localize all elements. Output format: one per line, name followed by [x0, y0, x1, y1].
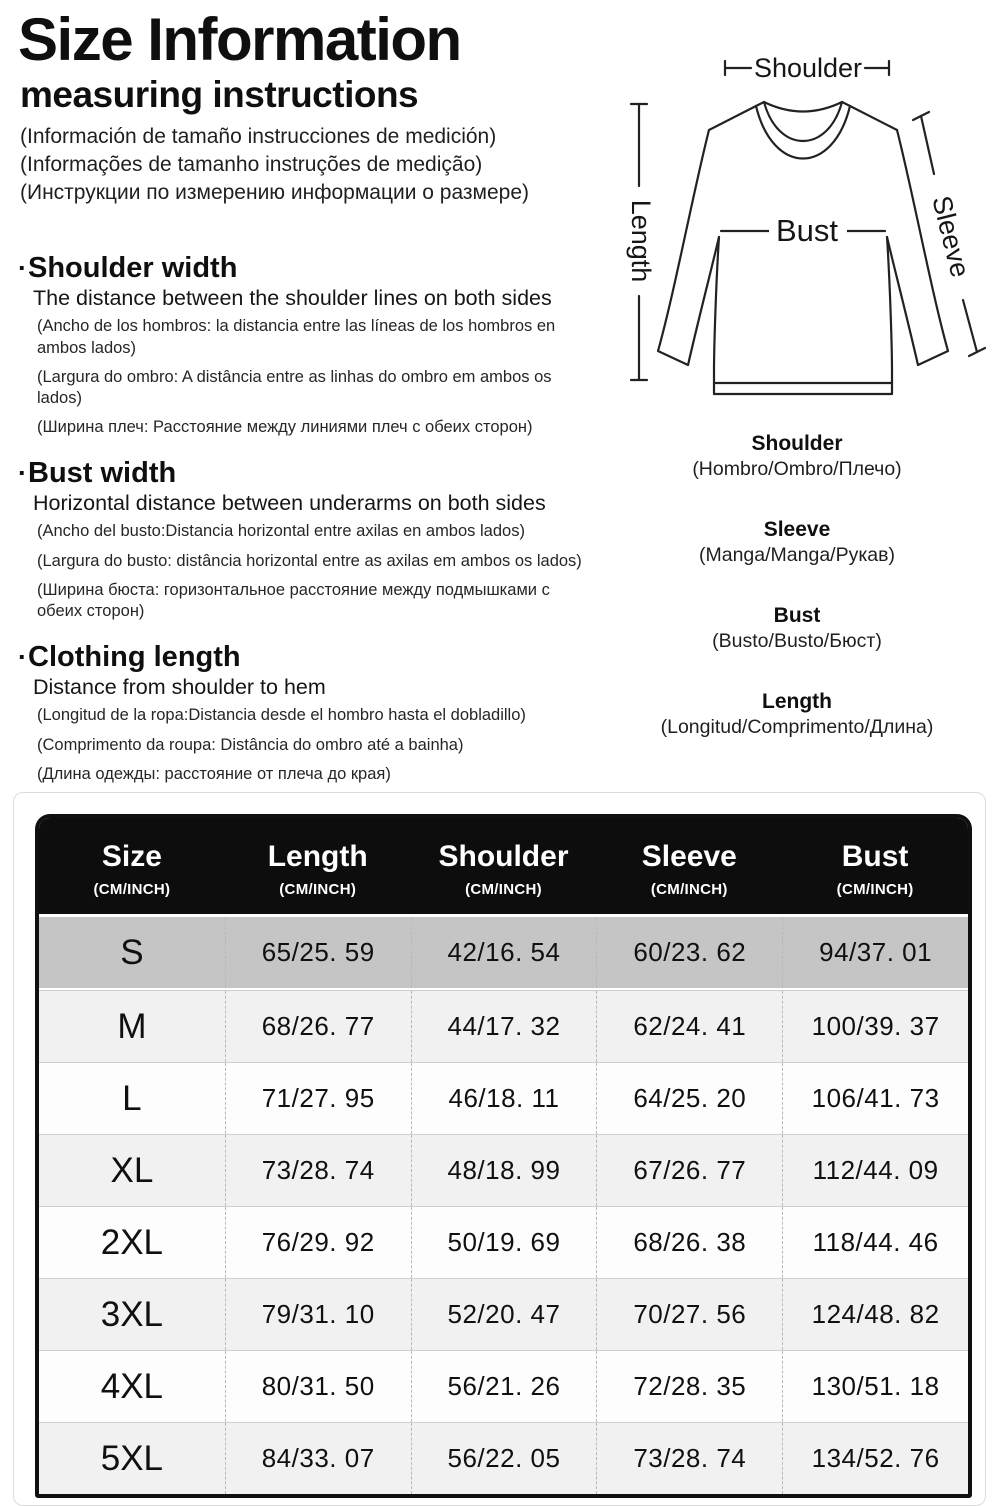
shoulder-cell: 42/16. 54 — [411, 917, 597, 988]
sleeve-cell: 70/27. 56 — [596, 1279, 782, 1350]
label-name: Bust — [773, 604, 821, 627]
sleeve-line-bottom — [963, 300, 977, 352]
bullet-icon: · — [18, 641, 27, 672]
back-neck-line — [764, 102, 842, 112]
section-translation-ru: (Ширина бюста: горизонтальное расстояние между подмышками с обеих сторон) — [37, 580, 550, 620]
sleeve-cell: 68/26. 38 — [596, 1207, 782, 1278]
label-translation: (Manga/Manga/Рукав) — [699, 544, 895, 566]
size-table-panel — [13, 792, 986, 1506]
section-translation-es: (Longitud de la ropa:Distancia desde el hombro hasta el dobladillo) — [37, 706, 526, 725]
header-label: Bust — [841, 840, 909, 873]
shoulder-cell: 52/20. 47 — [411, 1279, 597, 1350]
section-description: Distance from shoulder to hem — [33, 675, 326, 700]
sleeve-line-top — [921, 116, 934, 174]
table-row — [39, 917, 968, 990]
header-unit: (CM/INCH) — [93, 881, 171, 898]
length-cell: 76/29. 92 — [225, 1207, 411, 1278]
label-translation: (Busto/Busto/Бюст) — [712, 630, 882, 652]
size-cell: 5XL — [100, 1438, 164, 1478]
left-sleeve — [658, 130, 719, 365]
section-translation-es: (Ancho del busto:Distancia horizontal entre axilas en ambos lados) — [37, 522, 525, 541]
table-row — [39, 1422, 968, 1494]
size-cell: S — [120, 932, 144, 972]
header-unit: (CM/INCH) — [836, 881, 914, 898]
header-sleeve — [596, 840, 782, 898]
bust-cell: 94/37. 01 — [782, 917, 968, 988]
label-name: Sleeve — [763, 518, 831, 541]
size-cell: M — [117, 1006, 147, 1046]
section-bust-width — [18, 457, 606, 622]
bust-cell: 106/41. 73 — [782, 1063, 968, 1134]
bust-cell: 124/48. 82 — [782, 1279, 968, 1350]
header-label: Shoulder — [438, 840, 569, 873]
label-shoulder — [600, 432, 994, 481]
sleeve-cell: 60/23. 62 — [596, 917, 782, 988]
table-row — [39, 1350, 968, 1422]
length-cell: 79/31. 10 — [225, 1279, 411, 1350]
length-cell: 73/28. 74 — [225, 1135, 411, 1206]
shoulder-cell: 44/17. 32 — [411, 991, 597, 1062]
header-label: Sleeve — [641, 840, 737, 873]
measurement-labels — [600, 432, 994, 776]
section-description: Horizontal distance between underarms on both sides — [33, 491, 546, 516]
size-cell: L — [122, 1078, 142, 1118]
bust-cell: 134/52. 76 — [782, 1423, 968, 1494]
bust-cell: 130/51. 18 — [782, 1351, 968, 1422]
shoulder-diagram-label: Shoulder — [753, 53, 863, 83]
left-shoulder-seam — [709, 106, 756, 130]
table-row — [39, 1206, 968, 1278]
bust-cell: 112/44. 09 — [782, 1135, 968, 1206]
shirt-body — [714, 237, 892, 394]
header-bust — [782, 840, 968, 898]
section-title-text: Bust width — [28, 457, 177, 490]
table-row — [39, 1278, 968, 1350]
page-title: Size Information — [18, 6, 461, 73]
length-diagram-label: Length — [625, 199, 656, 283]
shirt-diagram-svg — [603, 28, 991, 426]
label-translation: (Hombro/Ombro/Плечо) — [692, 458, 902, 480]
section-translation-ru: (Ширина плеч: Расстояние между линиями плеч с обеих сторон) — [37, 417, 533, 436]
header-shoulder — [411, 840, 597, 898]
length-cell: 65/25. 59 — [225, 917, 411, 988]
right-shoulder-seam — [850, 106, 897, 130]
size-chart-table — [35, 814, 972, 1498]
header-unit: (CM/INCH) — [650, 881, 728, 898]
length-cell: 80/31. 50 — [225, 1351, 411, 1422]
shoulder-cell: 48/18. 99 — [411, 1135, 597, 1206]
label-length — [600, 690, 994, 739]
section-translation-pt: (Comprimento da roupa: Distância do ombro até a bainha) — [37, 735, 464, 754]
label-name: Shoulder — [751, 432, 843, 455]
section-shoulder-width — [18, 252, 606, 438]
shoulder-cell: 56/21. 26 — [411, 1351, 597, 1422]
sleeve-cell: 64/25. 20 — [596, 1063, 782, 1134]
length-cell: 84/33. 07 — [225, 1423, 411, 1494]
section-title — [18, 641, 606, 673]
section-title — [18, 457, 606, 489]
section-clothing-length — [18, 641, 606, 785]
label-bust — [600, 604, 994, 653]
section-translation-ru: (Длина одежды: расстояние от плеча до края) — [37, 764, 391, 783]
hero-header — [18, 8, 606, 207]
shoulder-cell: 56/22. 05 — [411, 1423, 597, 1494]
header-label: Size — [101, 840, 162, 873]
table-header-row — [39, 818, 968, 917]
shirt-measurement-diagram — [603, 28, 991, 426]
header-unit: (CM/INCH) — [465, 881, 542, 898]
section-description: The distance between the shoulder lines on both sides — [33, 286, 552, 311]
table-row — [39, 1134, 968, 1206]
shoulder-cell: 50/19. 69 — [411, 1207, 597, 1278]
header-length — [225, 840, 411, 898]
bust-cell: 118/44. 46 — [782, 1207, 968, 1278]
sleeve-cell: 72/28. 35 — [596, 1351, 782, 1422]
header-size — [39, 840, 225, 898]
size-cell: 4XL — [100, 1366, 164, 1406]
sleeve-cell: 73/28. 74 — [596, 1423, 782, 1494]
page-subtitle: measuring instructions — [20, 73, 419, 115]
label-name: Length — [762, 690, 832, 713]
sleeve-cell: 67/26. 77 — [596, 1135, 782, 1206]
instruction-sections — [18, 252, 606, 804]
collar-outer — [756, 106, 850, 159]
bullet-icon: · — [18, 253, 27, 283]
label-translation: (Longitud/Comprimento/Длина) — [660, 716, 934, 738]
header-label: Length — [267, 840, 368, 873]
subtitle-translation-es: (Información de tamaño instrucciones de medición) — [20, 124, 497, 148]
section-translation-pt: (Largura do busto: distância horizontal entre as axilas em ambos os lados) — [37, 551, 582, 570]
size-cell: 2XL — [100, 1222, 164, 1262]
section-title-text: Clothing length — [28, 640, 241, 673]
bullet-icon: · — [18, 458, 27, 489]
table-row — [39, 990, 968, 1062]
label-sleeve — [600, 518, 994, 567]
size-cell: XL — [110, 1150, 154, 1190]
section-title — [18, 252, 606, 284]
table-row — [39, 1062, 968, 1134]
section-translation-es: (Ancho de los hombros: la distancia entre las líneas de los hombros en ambos lados) — [37, 317, 556, 357]
sleeve-cell: 62/24. 41 — [596, 991, 782, 1062]
section-translation-pt: (Largura do ombro: A distância entre as linhas do ombro em ambos os lados) — [37, 367, 552, 407]
sleeve-diagram-label: Sleeve — [926, 192, 976, 281]
size-cell: 3XL — [100, 1294, 164, 1334]
subtitle-translation-pt: (Informações de tamanho instruções de medição) — [20, 152, 483, 176]
header-unit: (CM/INCH) — [279, 881, 357, 898]
length-cell: 71/27. 95 — [225, 1063, 411, 1134]
subtitle-translation-ru: (Инструкции по измерению информации о размере) — [20, 180, 530, 204]
bust-diagram-label: Bust — [775, 213, 839, 248]
section-title-text: Shoulder width — [28, 252, 238, 284]
shoulder-cell: 46/18. 11 — [411, 1063, 597, 1134]
length-cell: 68/26. 77 — [225, 991, 411, 1062]
bust-cell: 100/39. 37 — [782, 991, 968, 1062]
